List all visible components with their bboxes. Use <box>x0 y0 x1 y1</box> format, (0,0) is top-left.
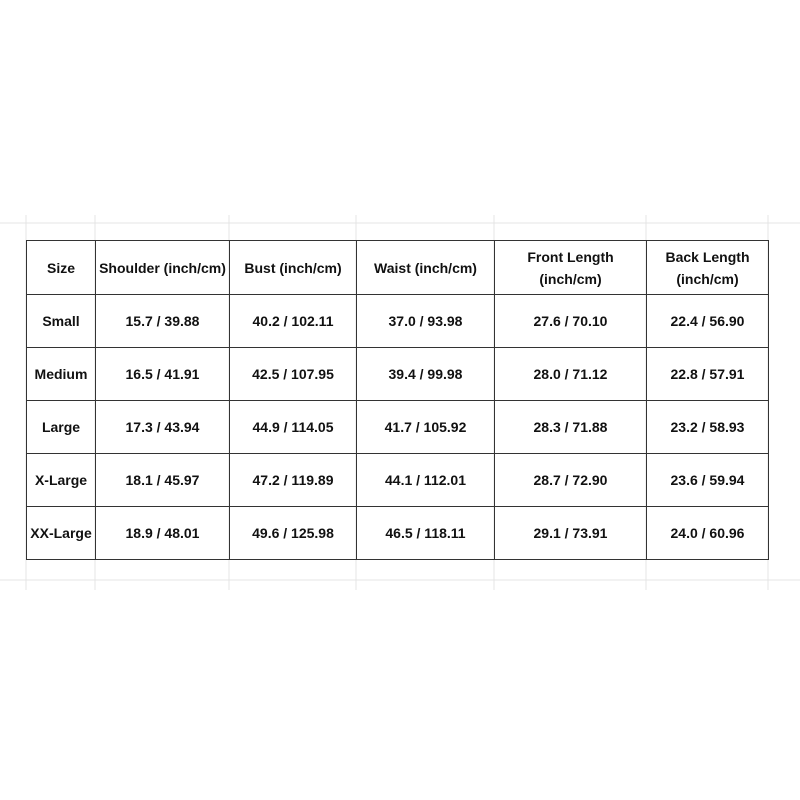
header-shoulder: Shoulder (inch/cm) <box>96 241 230 295</box>
cell-bust: 47.2 / 119.89 <box>230 454 357 507</box>
cell-size: XX-Large <box>27 507 96 560</box>
cell-bust: 44.9 / 114.05 <box>230 401 357 454</box>
header-back-length: Back Length (inch/cm) <box>647 241 769 295</box>
cell-waist: 37.0 / 93.98 <box>357 295 495 348</box>
cell-bust: 42.5 / 107.95 <box>230 348 357 401</box>
table-row <box>27 507 769 560</box>
header-bust: Bust (inch/cm) <box>230 241 357 295</box>
cell-waist: 39.4 / 99.98 <box>357 348 495 401</box>
cell-bust: 49.6 / 125.98 <box>230 507 357 560</box>
cell-back-length: 23.2 / 58.93 <box>647 401 769 454</box>
cell-back-length: 22.8 / 57.91 <box>647 348 769 401</box>
cell-front-length: 27.6 / 70.10 <box>495 295 647 348</box>
cell-back-length: 22.4 / 56.90 <box>647 295 769 348</box>
cell-shoulder: 18.9 / 48.01 <box>96 507 230 560</box>
cell-back-length: 24.0 / 60.96 <box>647 507 769 560</box>
cell-size: Small <box>27 295 96 348</box>
table-row <box>27 454 769 507</box>
cell-waist: 44.1 / 112.01 <box>357 454 495 507</box>
cell-bust: 40.2 / 102.11 <box>230 295 357 348</box>
cell-shoulder: 17.3 / 43.94 <box>96 401 230 454</box>
cell-shoulder: 15.7 / 39.88 <box>96 295 230 348</box>
table-row <box>27 295 769 348</box>
cell-front-length: 28.3 / 71.88 <box>495 401 647 454</box>
cell-size: Medium <box>27 348 96 401</box>
header-size: Size <box>27 241 96 295</box>
cell-back-length: 23.6 / 59.94 <box>647 454 769 507</box>
cell-front-length: 28.0 / 71.12 <box>495 348 647 401</box>
cell-waist: 41.7 / 105.92 <box>357 401 495 454</box>
table-row <box>27 401 769 454</box>
header-row <box>27 241 769 295</box>
size-chart-table <box>26 240 769 560</box>
cell-size: X-Large <box>27 454 96 507</box>
header-front-length: Front Length (inch/cm) <box>495 241 647 295</box>
cell-front-length: 29.1 / 73.91 <box>495 507 647 560</box>
cell-front-length: 28.7 / 72.90 <box>495 454 647 507</box>
table-row <box>27 348 769 401</box>
cell-size: Large <box>27 401 96 454</box>
cell-shoulder: 16.5 / 41.91 <box>96 348 230 401</box>
cell-shoulder: 18.1 / 45.97 <box>96 454 230 507</box>
header-waist: Waist (inch/cm) <box>357 241 495 295</box>
cell-waist: 46.5 / 118.11 <box>357 507 495 560</box>
